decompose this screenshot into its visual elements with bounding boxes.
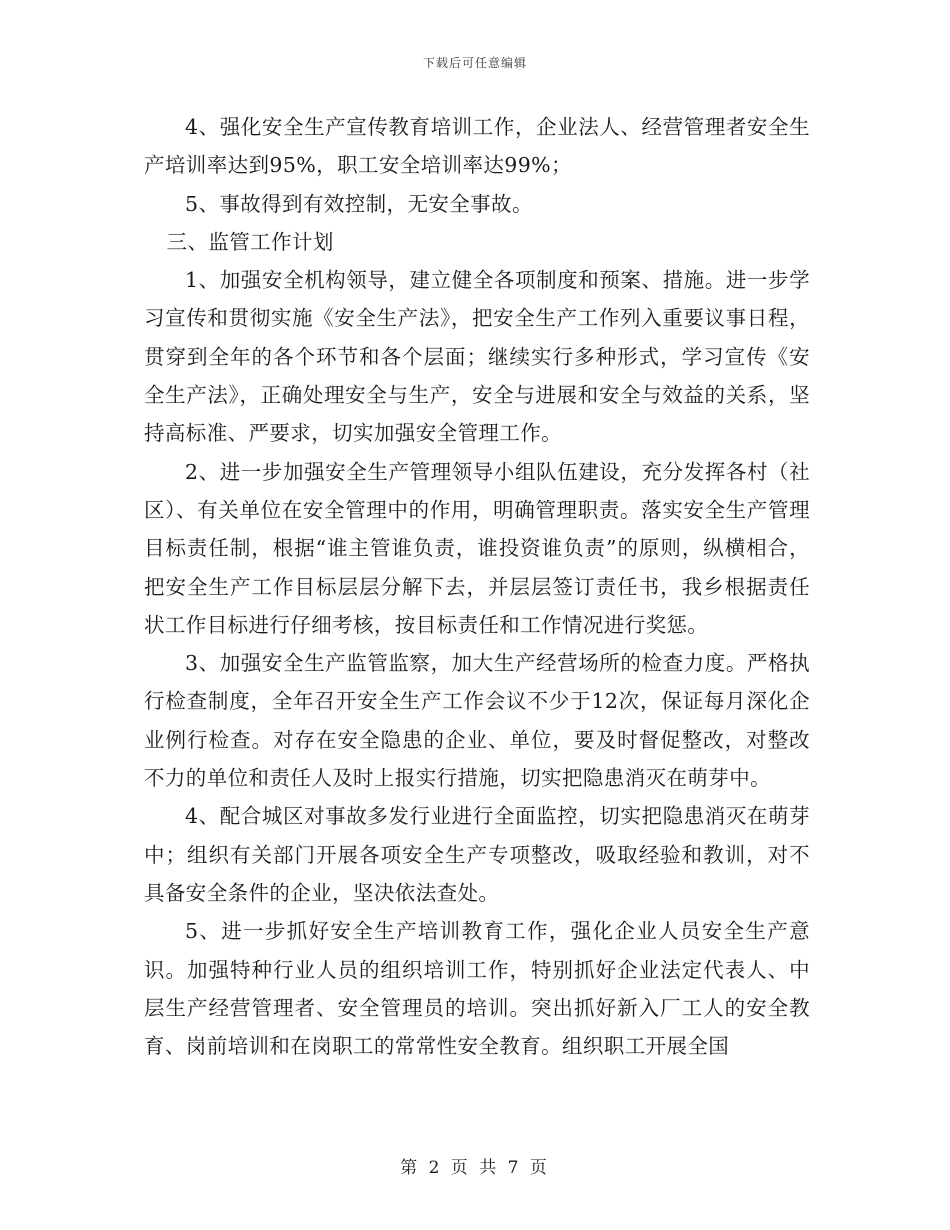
paragraph-plan-item-5: 5、进一步抓好安全生产培训教育工作，强化企业人员安全生产意识。加强特种行业人员的组织培训工作，特别抓好企业法定代表人、中层生产经营管理者、安全管理员的培训。突出抓好新入厂工人的安全教育、岗前培训和在岗职工的常常性安全教育。组织职工开展全国 (144, 919, 810, 1059)
header-note: 下载后可任意编辑 (422, 56, 527, 70)
paragraph-plan-item-2: 2、进一步加强安全生产管理领导小组队伍建设，充分发挥各村（社区）、有关单位在安全管理中的作用，明确管理职责。落实安全生产管理目标责任制，根据“谁主管谁负责，谁投资谁负责”的原则，纵横相合，把安全生产工作目标层层分解下去，并层层签订责任书，我乡根据责任状工作目标进行仔细考核，按目标责任和工作情况进行奖惩。 (144, 459, 810, 637)
paragraph-accident-control: 5、事故得到有效控制，无安全事故。 (185, 191, 533, 216)
document-body (144, 108, 810, 1065)
paragraph-training-target: 4、强化安全生产宣传教育培训工作，企业法人、经营管理者安全生产培训率达到95%，职工安全培训率达99%； (144, 115, 810, 178)
paragraph-plan-item-3: 3、加强安全生产监管监察，加大生产经营场所的检查力度。严格执行检查制度，全年召开安全生产工作会议不少于12次，保证每月深化企业例行检查。对存在安全隐患的企业、单位，要及时督促整改，对整改不力的单位和责任人及时上报实行措施，切实把隐患消灭在萌芽中。 (144, 651, 810, 791)
paragraph-plan-item-4: 4、配合城区对事故多发行业进行全面监控，切实把隐患消灭在萌芽中；组织有关部门开展各项安全生产专项整改，吸取经验和教训，对不具备安全条件的企业，坚决依法查处。 (144, 804, 810, 905)
page-number-footer: 第 2 页 共 7 页 (400, 1158, 550, 1178)
paragraph-plan-item-1: 1、加强安全机构领导，建立健全各项制度和预案、措施。进一步学习宣传和贯彻实施《安全生产法》，把安全生产工作列入重要议事日程，贯穿到全年的各个环节和各个层面；继续实行多种形式，学习宣传《安全生产法》，正确处理安全与生产，安全与进展和安全与效益的关系，坚持高标准、严要求，切实加强安全管理工作。 (144, 268, 810, 446)
section-heading-supervision-plan: 三、监管工作计划 (166, 229, 334, 254)
